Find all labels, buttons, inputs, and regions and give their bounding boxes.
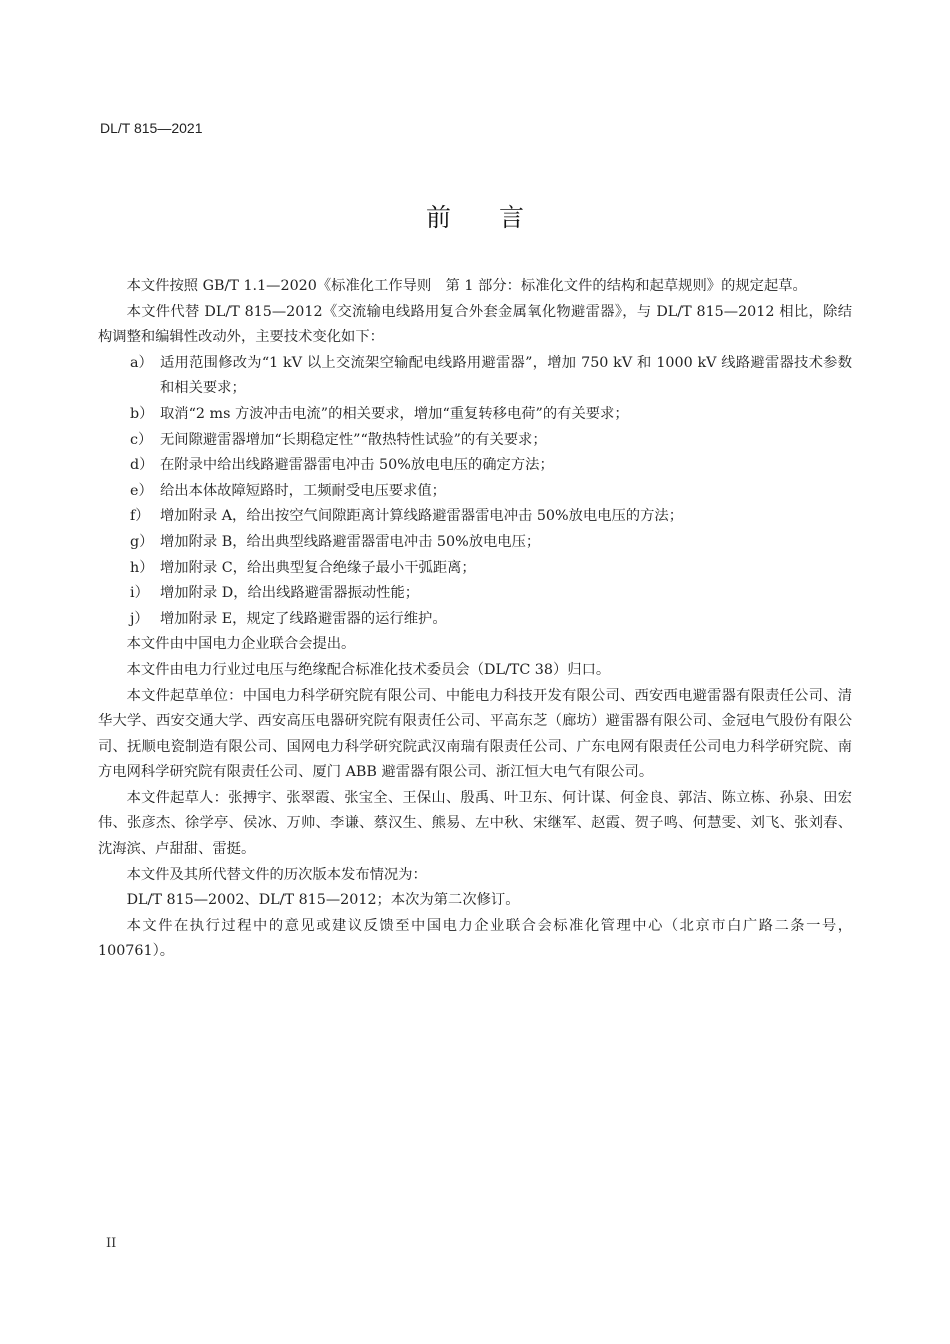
list-item: [98, 581, 852, 607]
list-item-text: 无间隙避雷器增加“长期稳定性”“散热特性试验”的有关要求；: [160, 431, 547, 448]
paragraph-replacement: 本文件代替 DL/T 815—2012《交流输电线路用复合外套金属氧化物避雷器》，与 DL/T 815—2012 相比，除结构调整和编辑性改动外，主要技术变化如下：: [98, 303, 852, 346]
list-item-text: 在附录中给出线路避雷器雷电冲击 50%放电电压的确定方法；: [160, 457, 554, 474]
paragraph-drafting-units: 本文件起草单位：中国电力科学研究院有限公司、中能电力科技开发有限公司、西安西电避雷器有限责任公司、清华大学、西安交通大学、西安高压电器研究院有限责任公司、平高东芝（廊坊）避雷器有限公司、金冠电气股份有限公司、抚顺电瓷制造有限公司、国网电力科学研究院武汉南瑞有限责任公司、广东电网有限责任公司电力科学研究院、南方电网科学研究院有限责任公司、厦门 ABB 避雷器有限公司、浙江恒大电气有限公司。: [98, 687, 852, 781]
changes-list: [98, 351, 852, 633]
list-marker: g）: [130, 533, 154, 550]
list-item-text: 增加附录 D，给出线路避雷器振动性能；: [160, 585, 420, 602]
list-item-text: 给出本体故障短路时，工频耐受电压要求值；: [160, 482, 446, 499]
list-item: [98, 351, 852, 402]
page-title: 前言: [425, 203, 572, 232]
list-marker: h）: [130, 559, 154, 576]
paragraph-version-history: DL/T 815—2002、DL/T 815—2012；本次为第二次修订。: [126, 892, 520, 909]
page-number: II: [106, 1236, 117, 1251]
list-item-text: 增加附录 A，给出按空气间隙距离计算线路避雷器雷电冲击 50%放电电压的方法；: [160, 508, 683, 525]
list-item: [98, 556, 852, 582]
list-item-text: 增加附录 B，给出典型线路避雷器雷电冲击 50%放电电压；: [160, 533, 541, 550]
list-item: [98, 428, 852, 454]
list-marker: i）: [130, 585, 149, 602]
list-item-text: 适用范围修改为“1 kV 以上交流架空输配电线路用避雷器”，增加 750 kV 和 1000 kV 线路避雷器技术参数和相关要求；: [160, 354, 852, 397]
list-item: [98, 402, 852, 428]
list-item: [98, 453, 852, 479]
document-body: [98, 274, 852, 965]
list-marker: b）: [130, 405, 154, 422]
paragraph-proposed-by: 本文件由中国电力企业联合会提出。: [126, 636, 356, 653]
list-marker: d）: [130, 457, 154, 474]
document-code: DL/T 815—2021: [100, 120, 203, 136]
list-item-text: 增加附录 E，规定了线路避雷器的运行维护。: [160, 610, 447, 627]
paragraph-drafting-rules: 本文件按照 GB/T 1.1—2020《标准化工作导则 第 1 部分：标准化文件的结构和起草规则》的规定起草。: [126, 278, 807, 294]
paragraph-drafters: 本文件起草人：张搏宇、张翠霞、张宝全、王保山、殷禹、叶卫东、何计谋、何金良、郭洁、陈立栋、孙泉、田宏伟、张彦杰、徐学亭、侯冰、万帅、李谦、蔡汉生、熊易、左中秋、宋继军、赵霞、贺子鸣、何慧雯、刘飞、张刘春、沈海滨、卢甜甜、雷挺。: [98, 789, 852, 858]
list-marker: j）: [130, 610, 149, 627]
list-marker: a）: [130, 354, 153, 371]
list-item-text: 取消“2 ms 方波冲击电流”的相关要求，增加“重复转移电荷”的有关要求；: [160, 405, 629, 422]
list-item: [98, 607, 852, 633]
list-marker: f）: [130, 508, 150, 525]
paragraph-administered-by: 本文件由电力行业过电压与绝缘配合标准化技术委员会（DL/TC 38）归口。: [126, 661, 611, 678]
list-item: [98, 479, 852, 505]
paragraph-feedback: 本文件在执行过程中的意见或建议反馈至中国电力企业联合会标准化管理中心（北京市白广路二条一号，100761）。: [98, 917, 852, 960]
paragraph-version-history-intro: 本文件及其所代替文件的历次版本发布情况为：: [126, 866, 427, 883]
list-item: [98, 504, 852, 530]
list-marker: c）: [130, 431, 153, 448]
list-item: [98, 530, 852, 556]
list-marker: e）: [130, 482, 153, 499]
list-item-text: 增加附录 C，给出典型复合绝缘子最小干弧距离；: [160, 559, 476, 576]
